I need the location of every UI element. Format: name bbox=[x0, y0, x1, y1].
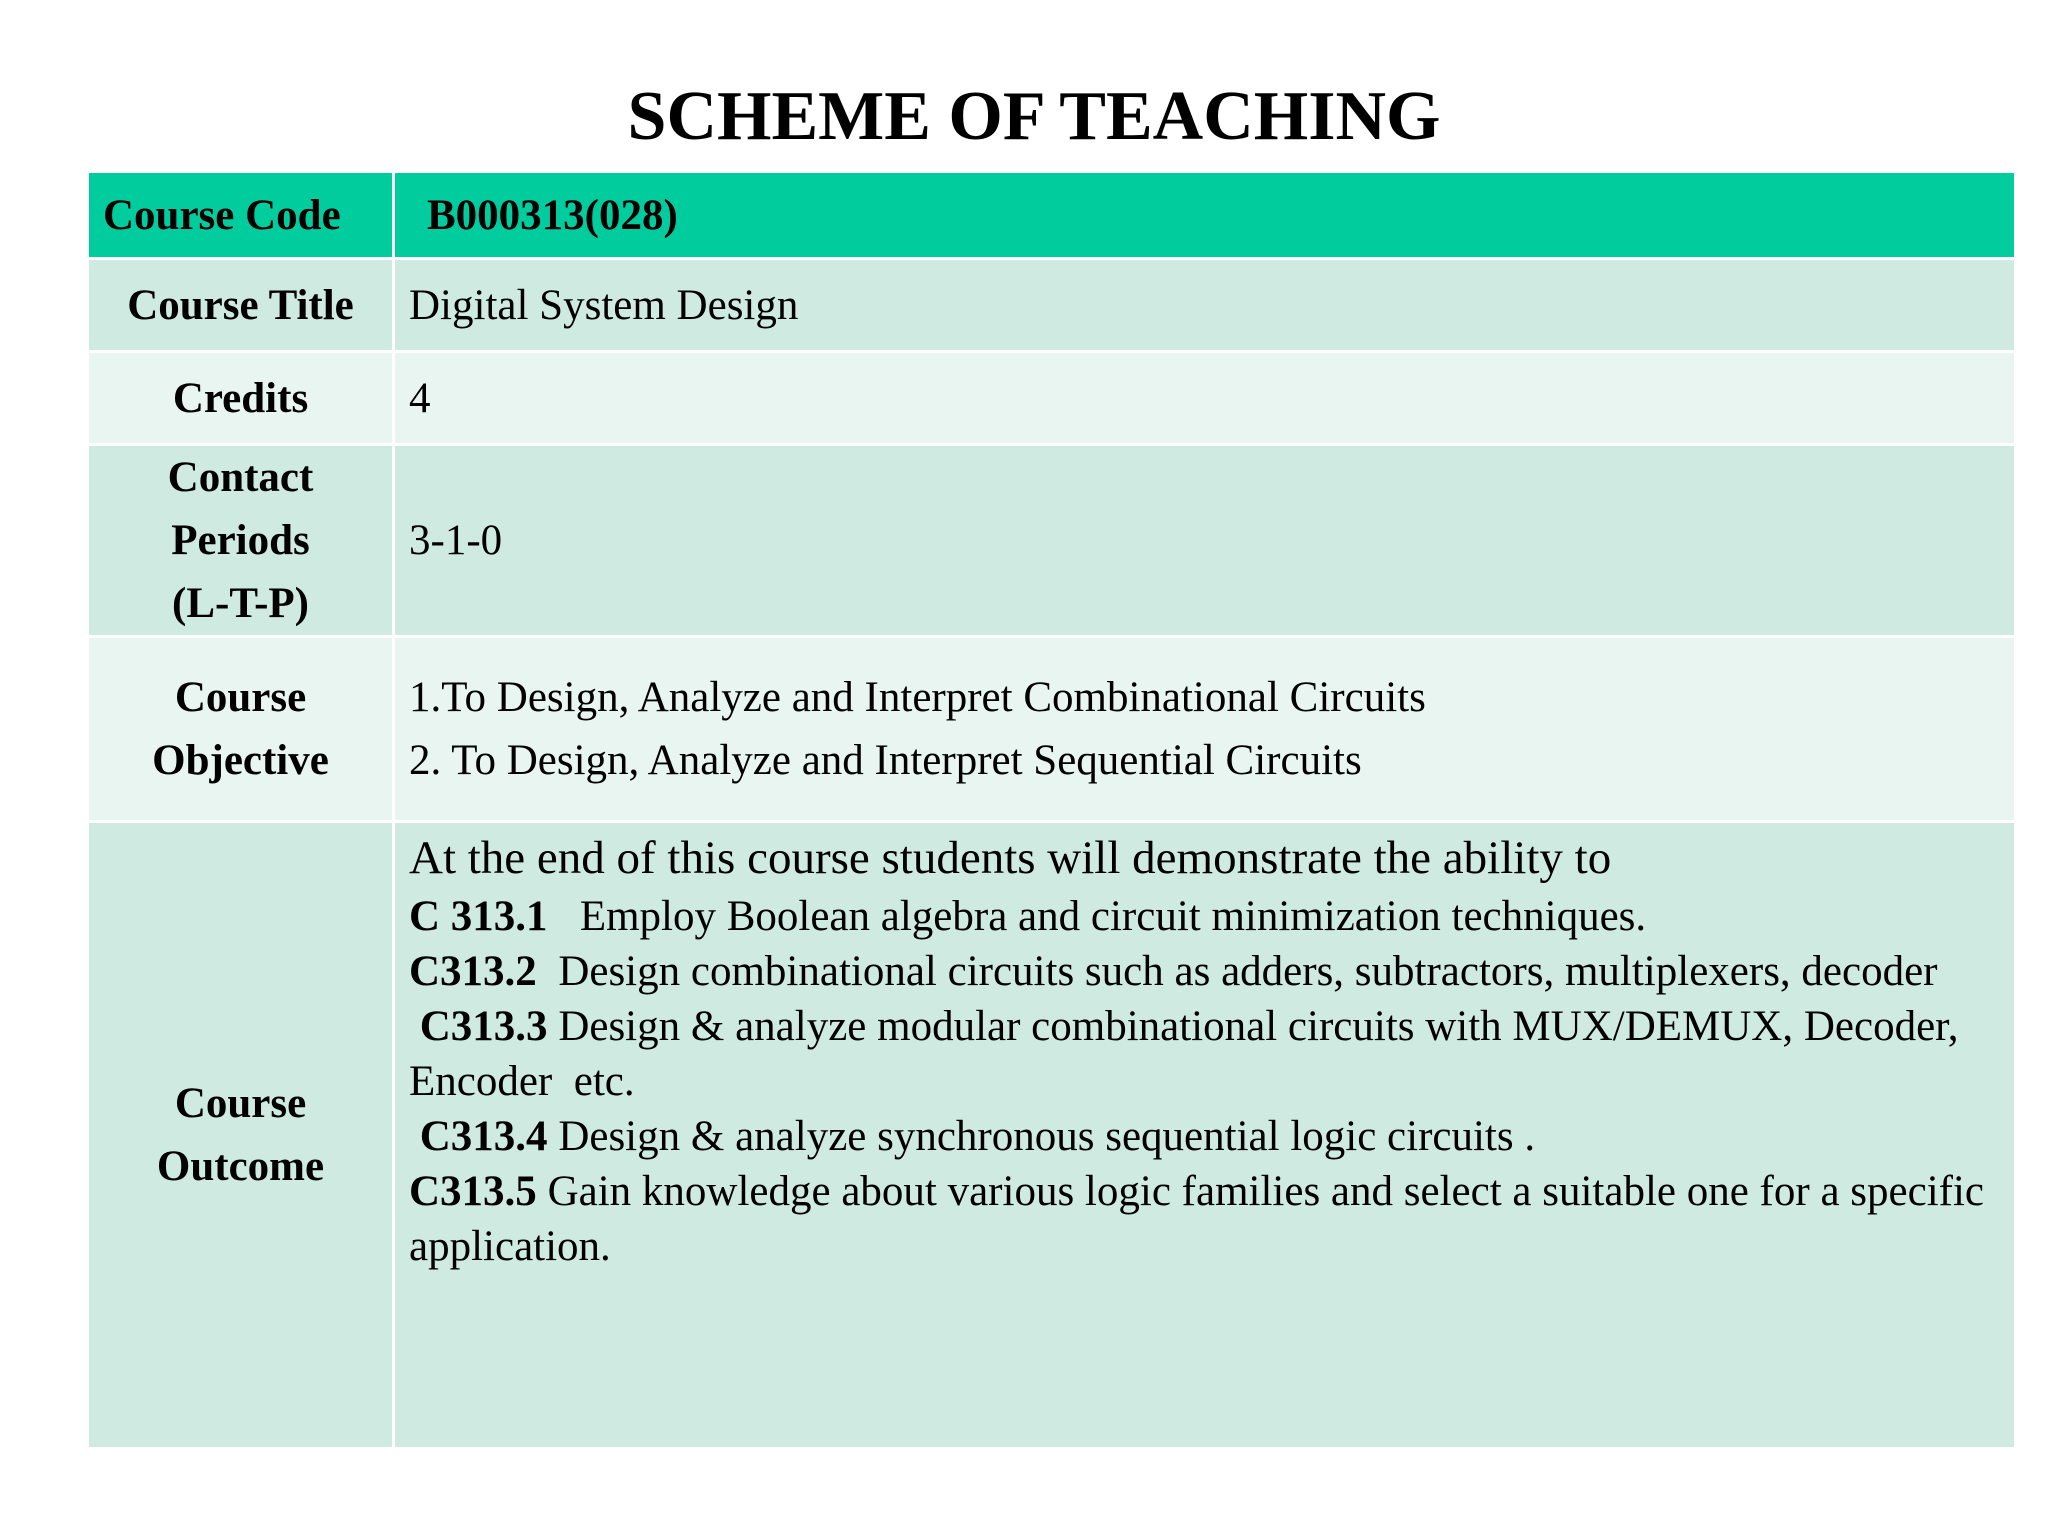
course-title-label: Course Title bbox=[88, 259, 394, 352]
course-title-value: Digital System Design bbox=[394, 259, 2016, 352]
outcome-item bbox=[409, 944, 1994, 999]
page-title: SCHEME OF TEACHING bbox=[627, 78, 1441, 155]
outcome-item bbox=[409, 1164, 1994, 1274]
outcome-code: C313.5 bbox=[409, 1168, 537, 1215]
table-row-credits bbox=[88, 352, 2016, 445]
outcome-text: Gain knowledge about various logic families and select a suitable one for a specific application. bbox=[409, 1168, 1995, 1270]
contact-periods-label-line: Contact bbox=[167, 454, 314, 501]
outcome-item bbox=[409, 999, 1994, 1109]
table-row-course-code bbox=[88, 172, 2016, 259]
table-row-course-outcome bbox=[88, 822, 2016, 1449]
outcome-code: C313.2 bbox=[409, 948, 537, 995]
contact-periods-label-line: Periods bbox=[171, 517, 310, 564]
course-outcome-label bbox=[88, 822, 394, 1449]
course-objective-value bbox=[394, 637, 2016, 822]
outcome-code: C313.3 bbox=[409, 1003, 548, 1050]
course-objective-label-line: Course bbox=[174, 674, 307, 721]
outcome-item bbox=[409, 1109, 1994, 1164]
course-outcome-value bbox=[394, 822, 2016, 1449]
table-row-contact-periods bbox=[88, 445, 2016, 637]
course-code-label: Course Code bbox=[88, 172, 394, 259]
objective-item: 2. To Design, Analyze and Interpret Sequential Circuits bbox=[409, 737, 1362, 784]
objective-item: 1.To Design, Analyze and Interpret Combinational Circuits bbox=[409, 674, 1426, 721]
outcome-text: Design combinational circuits such as adders, subtractors, multiplexers, decoder bbox=[536, 948, 1938, 995]
contact-periods-label bbox=[88, 445, 394, 637]
outcome-code: C313.4 bbox=[409, 1113, 548, 1160]
table-row-course-objective bbox=[88, 637, 2016, 822]
course-outcome-label-line: Course bbox=[174, 1080, 307, 1127]
outcome-code: C 313.1 bbox=[409, 893, 548, 940]
outcome-item bbox=[409, 889, 1994, 944]
contact-periods-label-line: (L-T-P) bbox=[172, 580, 309, 627]
course-objective-label-line: Objective bbox=[152, 737, 329, 784]
outcome-text: Employ Boolean algebra and circuit minimization techniques. bbox=[547, 893, 1647, 940]
course-code-value: B000313(028) bbox=[394, 172, 2016, 259]
contact-periods-value: 3-1-0 bbox=[394, 445, 2016, 637]
outcome-text: Design & analyze modular combinational circuits with MUX/DEMUX, Decoder, Encoder etc. bbox=[409, 1003, 1970, 1105]
scheme-table bbox=[86, 170, 2017, 1450]
table-row-course-title bbox=[88, 259, 2016, 352]
credits-label: Credits bbox=[88, 352, 394, 445]
course-objective-label bbox=[88, 637, 394, 822]
outcome-text: Design & analyze synchronous sequential logic circuits . bbox=[547, 1113, 1536, 1160]
credits-value: 4 bbox=[394, 352, 2016, 445]
course-outcome-label-line: Outcome bbox=[156, 1143, 325, 1190]
outcome-intro: At the end of this course students will demonstrate the ability to bbox=[409, 832, 1612, 884]
